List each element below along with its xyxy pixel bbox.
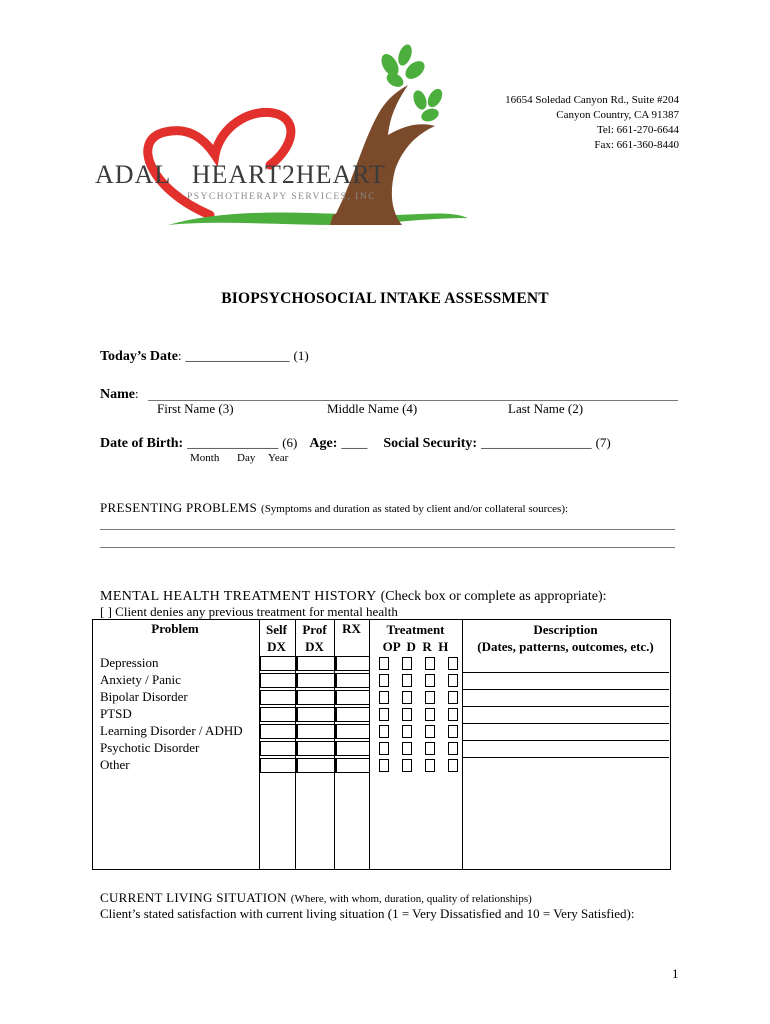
presenting-label: PRESENTING PROBLEMS xyxy=(100,500,258,515)
problem-label: Other xyxy=(100,757,130,772)
presenting-row xyxy=(100,499,568,517)
col-header-prof-line1: Prof xyxy=(302,622,327,637)
treatment-r-checkbox[interactable] xyxy=(425,691,435,704)
treatment-h-checkbox[interactable] xyxy=(448,691,458,704)
problem-label: Learning Disorder / ADHD xyxy=(100,723,243,738)
first-name-caption: First Name (3) xyxy=(157,401,234,416)
address-line-4: Fax: 661-360-8440 xyxy=(594,139,679,151)
problem-label: PTSD xyxy=(100,706,132,721)
dob-row xyxy=(100,434,611,452)
self-dx-box[interactable] xyxy=(260,724,297,739)
col-header-prof xyxy=(295,621,334,655)
address-line-1: 16654 Soledad Canyon Rd., Suite #204 xyxy=(505,94,679,106)
col-header-prof-line2: DX xyxy=(305,639,324,654)
rx-box[interactable] xyxy=(336,690,370,705)
col-header-description-line1: Description xyxy=(533,622,598,637)
prof-dx-box[interactable] xyxy=(297,741,336,756)
treatment-r-checkbox[interactable] xyxy=(425,725,435,738)
presenting-line-1[interactable] xyxy=(100,529,675,530)
last-name-caption: Last Name (2) xyxy=(508,401,584,416)
treatment-r-checkbox[interactable] xyxy=(425,759,435,772)
logo-subtitle: PSYCHOTHERAPY SERVICES, INC xyxy=(187,192,377,202)
self-dx-box[interactable] xyxy=(260,741,297,756)
prof-dx-box[interactable] xyxy=(297,656,336,671)
logo-graphic xyxy=(90,40,480,240)
living-note: (Where, with whom, duration, quality of relationships) xyxy=(290,893,532,905)
treatment-op-checkbox[interactable] xyxy=(379,708,389,721)
presenting-note: (Symptoms and duration as stated by client and/or collateral sources): xyxy=(261,503,569,515)
name-row xyxy=(100,385,139,403)
treatment-h-checkbox[interactable] xyxy=(448,759,458,772)
col-header-description-line2: (Dates, patterns, outcomes, etc.) xyxy=(477,639,654,654)
problem-label: Depression xyxy=(100,655,159,670)
address-line-3: Tel: 661-270-6644 xyxy=(596,124,679,136)
self-dx-box[interactable] xyxy=(260,673,297,688)
age-label: Age: xyxy=(309,436,338,451)
ssn-label: Social Security: xyxy=(383,436,478,451)
prof-dx-box[interactable] xyxy=(297,724,336,739)
dob-day-caption: Day xyxy=(237,452,256,464)
todays-date-ref: (1) xyxy=(293,348,309,363)
problem-label: Bipolar Disorder xyxy=(100,689,188,704)
problem-label: Anxiety / Panic xyxy=(100,672,181,687)
page-number: 1 xyxy=(672,966,679,981)
col-header-treatment-codes: OP D R H xyxy=(382,639,449,654)
logo xyxy=(90,40,480,240)
dob-month-caption: Month xyxy=(190,452,220,464)
todays-date-colon: : xyxy=(177,348,182,363)
history-label: MENTAL HEALTH TREATMENT HISTORY xyxy=(100,589,377,604)
dob-label: Date of Birth: xyxy=(100,436,184,451)
ssn-ref: (7) xyxy=(595,435,611,450)
dob-ref: (6) xyxy=(282,435,298,450)
rx-box[interactable] xyxy=(336,707,370,722)
history-note: (Check box or complete as appropriate): xyxy=(380,589,607,604)
treatment-h-checkbox[interactable] xyxy=(448,725,458,738)
treatment-h-checkbox[interactable] xyxy=(448,657,458,670)
age-field[interactable]: ____ xyxy=(341,435,368,450)
treatment-d-checkbox[interactable] xyxy=(402,742,412,755)
todays-date-row xyxy=(100,347,309,365)
treatment-r-checkbox[interactable] xyxy=(425,708,435,721)
address-line-2: Canyon Country, CA 91387 xyxy=(556,109,679,121)
treatment-d-checkbox[interactable] xyxy=(402,708,412,721)
treatment-op-checkbox[interactable] xyxy=(379,691,389,704)
self-dx-box[interactable] xyxy=(260,758,297,773)
treatment-h-checkbox[interactable] xyxy=(448,708,458,721)
self-dx-box[interactable] xyxy=(260,656,297,671)
treatment-op-checkbox[interactable] xyxy=(379,725,389,738)
treatment-r-checkbox[interactable] xyxy=(425,742,435,755)
description-field[interactable] xyxy=(463,655,668,774)
col-header-self xyxy=(258,621,295,655)
col-header-self-line2: DX xyxy=(267,639,286,654)
living-row xyxy=(100,889,532,907)
logo-brand-left: ADAL xyxy=(95,160,171,189)
living-satisfaction: Client’s stated satisfaction with current living situation (1 = Very Dissatisfied and 10 = Very Satisfied): xyxy=(100,906,635,921)
todays-date-label: Today’s Date xyxy=(100,349,178,364)
rx-box[interactable] xyxy=(336,656,370,671)
prof-dx-box[interactable] xyxy=(297,758,336,773)
address-block xyxy=(505,93,679,153)
ssn-field[interactable]: _________________ xyxy=(481,435,592,450)
col-header-treatment xyxy=(369,621,462,655)
treatment-op-checkbox[interactable] xyxy=(379,657,389,670)
treatment-r-checkbox[interactable] xyxy=(425,674,435,687)
logo-brand-right: HEART2HEART xyxy=(191,160,386,189)
treatment-r-checkbox[interactable] xyxy=(425,657,435,670)
treatment-op-checkbox[interactable] xyxy=(379,742,389,755)
col-header-treatment-line1: Treatment xyxy=(386,622,445,637)
treatment-d-checkbox[interactable] xyxy=(402,657,412,670)
name-label: Name xyxy=(100,387,135,402)
treatment-op-checkbox[interactable] xyxy=(379,674,389,687)
treatment-d-checkbox[interactable] xyxy=(402,674,412,687)
self-dx-box[interactable] xyxy=(260,690,297,705)
treatment-d-checkbox[interactable] xyxy=(402,691,412,704)
prof-dx-box[interactable] xyxy=(297,707,336,722)
middle-name-caption: Middle Name (4) xyxy=(327,401,418,416)
rx-box[interactable] xyxy=(336,758,370,773)
treatment-h-checkbox[interactable] xyxy=(448,674,458,687)
rx-box[interactable] xyxy=(336,724,370,739)
denies-treatment-checkbox[interactable]: [ ] Client denies any previous treatment for mental health xyxy=(100,604,398,619)
dob-field[interactable]: ______________ xyxy=(187,435,279,450)
self-dx-box[interactable] xyxy=(260,707,297,722)
col-header-rx: RX xyxy=(342,621,361,636)
rx-box[interactable] xyxy=(336,741,370,756)
dob-year-caption: Year xyxy=(268,452,289,464)
rx-box[interactable] xyxy=(336,673,370,688)
todays-date-field[interactable]: ________________ xyxy=(185,348,290,363)
treatment-op-checkbox[interactable] xyxy=(379,759,389,772)
form-title: BIOPSYCHOSOCIAL INTAKE ASSESSMENT xyxy=(221,290,549,307)
col-header-description xyxy=(462,621,669,655)
prof-dx-box[interactable] xyxy=(297,690,336,705)
col-header-self-line1: Self xyxy=(266,622,287,637)
presenting-line-2[interactable] xyxy=(100,547,675,548)
prof-dx-box[interactable] xyxy=(297,673,336,688)
living-label: CURRENT LIVING SITUATION xyxy=(100,890,287,905)
name-colon: : xyxy=(135,386,139,401)
treatment-h-checkbox[interactable] xyxy=(448,742,458,755)
problem-label: Psychotic Disorder xyxy=(100,740,200,755)
treatment-d-checkbox[interactable] xyxy=(402,725,412,738)
treatment-d-checkbox[interactable] xyxy=(402,759,412,772)
history-row xyxy=(100,587,607,605)
col-header-problem: Problem xyxy=(151,621,199,636)
